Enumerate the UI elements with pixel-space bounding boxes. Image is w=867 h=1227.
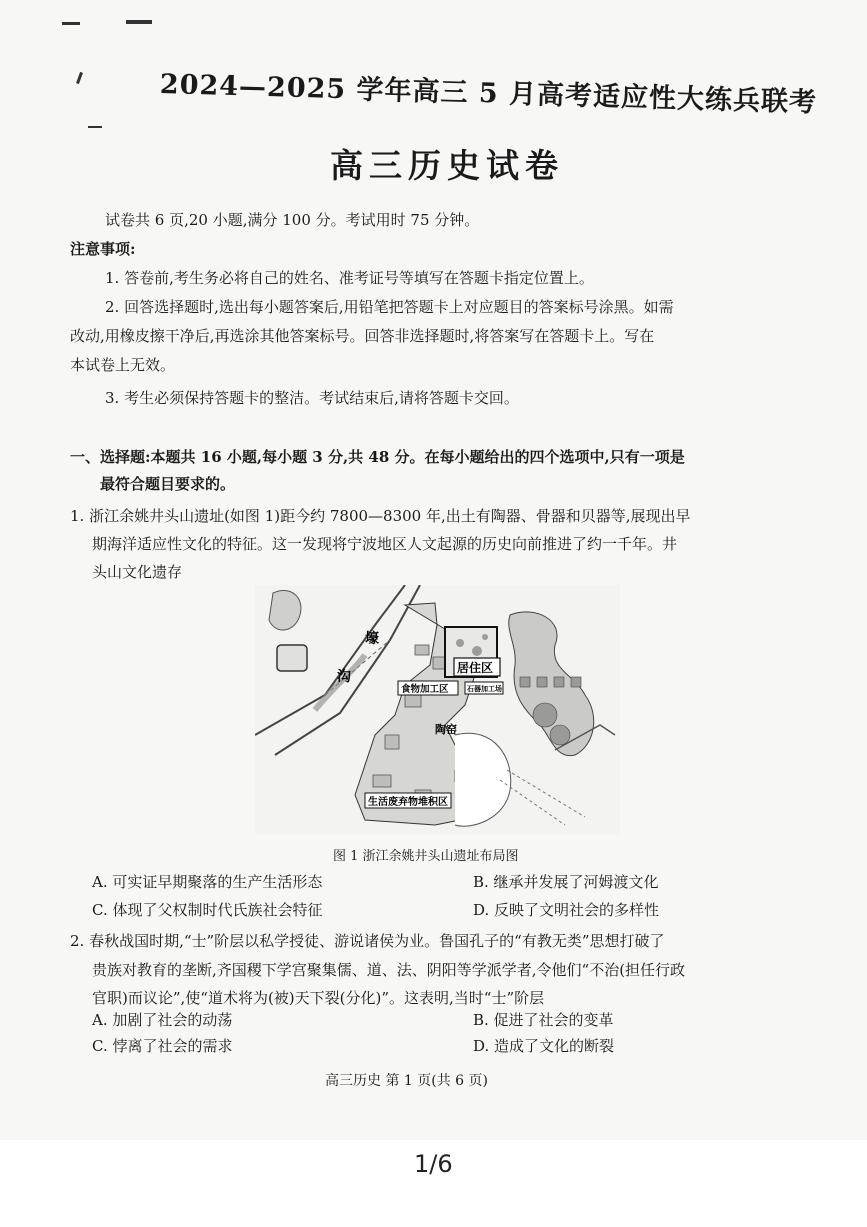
note-3: 3. 考生必须保持答题卡的整洁。考试结束后,请将答题卡交回。: [105, 389, 519, 407]
question-1-stem-line-3: 头山文化遗存: [92, 563, 183, 581]
map-label-ditch-2: 沟: [337, 669, 351, 685]
figure-1-caption: 图 1 浙江余姚井头山遗址布局图: [333, 849, 519, 864]
scan-mark: [62, 22, 80, 25]
note-2-line-1: 2. 回答选择题时,选出每小题答案后,用铅笔把答题卡上对应题目的答案标号涂黑。如需: [105, 298, 674, 316]
note-2-line-2: 改动,用橡皮擦干净后,再选涂其他答案标号。回答非选择题时,将答案写在答题卡上。写在: [70, 327, 655, 345]
exam-title: 高三历史试卷: [330, 146, 564, 185]
question-2-option-c: C. 悖离了社会的需求: [92, 1037, 233, 1055]
page-footer: 高三历史 第 1 页(共 6 页): [325, 1073, 488, 1089]
question-1-option-d: D. 反映了文明社会的多样性: [473, 901, 660, 919]
map-label-kiln: 陶窑: [435, 723, 457, 736]
question-1-option-b: B. 继承并发展了河姆渡文化: [473, 873, 659, 891]
scan-mark: [76, 72, 83, 84]
question-1-stem-line-2: 期海洋适应性文化的特征。这一发现将宁波地区人文起源的历史向前推进了约一千年。井: [92, 535, 678, 553]
question-2-stem-line-2: 贵族对教育的垄断,齐国稷下学宫聚集儒、道、法、阴阳等学派学者,令他们“不治(担任行政: [92, 961, 686, 979]
scan-mark: [126, 20, 152, 24]
question-2-stem-line-3: 官职)而议论”,使“道术将为(被)天下裂(分化)”。这表明,当时“士”阶层: [92, 989, 545, 1007]
section-1-heading: 一、选择题:本题共 16 小题,每小题 3 分,共 48 分。在每小题给出的四个选项中,只有一项是: [70, 448, 685, 466]
question-1-stem: 1. 浙江余姚井头山遗址(如图 1)距今约 7800—8300 年,出土有陶器、骨器和贝器等,展现出早: [70, 507, 691, 525]
note-1: 1. 答卷前,考生务必将自己的姓名、准考证号等填写在答题卡指定位置上。: [105, 269, 594, 287]
section-1-heading-line-2: 最符合题目要求的。: [100, 475, 236, 493]
question-2-option-d: D. 造成了文化的断裂: [473, 1037, 615, 1055]
question-1-option-a: A. 可实证早期聚落的生产生活形态: [92, 873, 323, 891]
exam-headline: 2024—2025 学年高三 5 月高考适应性大练兵联考: [159, 69, 818, 119]
scan-mark: [88, 126, 102, 128]
map-label-food-processing: 食物加工区: [401, 684, 449, 695]
question-1-option-c: C. 体现了父权制时代氏族社会特征: [92, 901, 323, 919]
question-2-option-b: B. 促进了社会的变革: [473, 1011, 614, 1029]
question-2-option-a: A. 加剧了社会的动荡: [92, 1011, 233, 1029]
exam-intro: 试卷共 6 页,20 小题,满分 100 分。考试用时 75 分钟。: [105, 211, 480, 229]
page-indicator: 1/6: [414, 1150, 453, 1178]
note-2-line-3: 本试卷上无效。: [70, 356, 176, 374]
map-label-waste-area: 生活废弃物堆积区: [368, 797, 448, 808]
site-layout-map: [255, 585, 620, 835]
map-label-stone-tool-workshop: 石器加工场: [467, 685, 502, 693]
map-label-ditch-1: 壕: [365, 631, 379, 647]
map-label-residential: 居住区: [457, 661, 494, 675]
question-2-stem: 2. 春秋战国时期,“士”阶层以私学授徒、游说诸侯为业。鲁国孔子的“有教无类”思想打破了: [70, 932, 665, 950]
notes-heading: 注意事项:: [70, 240, 136, 258]
